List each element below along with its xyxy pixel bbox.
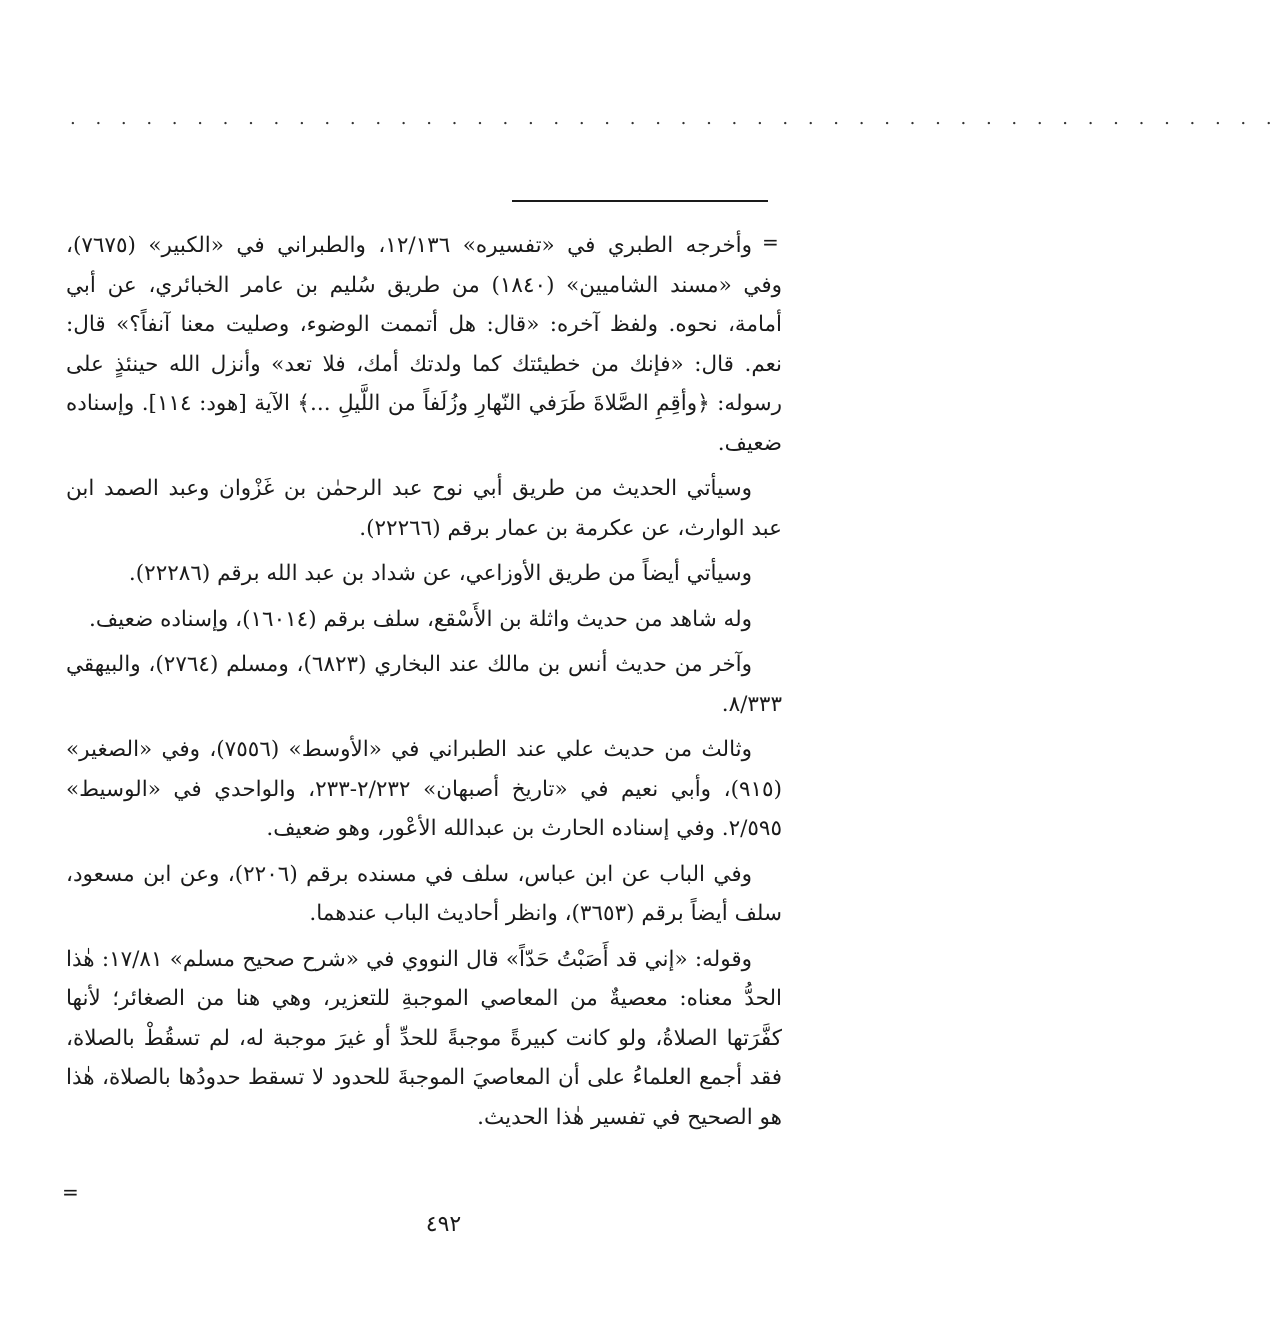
paragraph-tabarani: وأخرجه الطبري في «تفسيره» ١٢/١٣٦، والطبراني في «الكبير» (٧٦٧٥)، وفي «مسند الشاميين» (١٨٤٠) من طريق سُليم بن عامر الخبائري، عن أبي أمامة، نحوه. ولفظ آخره: «قال: هل أتممت الوضوء، وصليت معنا آنفاً؟» قال: نعم. قال: «فإنك من خطيئتك كما ولدتك أمك، فلا تعد» وأنزل الله حينئذٍ على رسوله: ﴿وأقِمِ الصَّلاةَ طَرَفي النّهارِ وزُلَفاً من اللَّيلِ ...﴾ الآية [هود: ١١٤]. وإسناده ضعيف. [66, 233, 782, 456]
paragraph-awzai: وسيأتي أيضاً من طريق الأوزاعي، عن شداد بن عبد الله برقم (٢٢٢٨٦). [128, 561, 752, 586]
continuation-mark-top: = [762, 230, 779, 254]
paragraph-ali: وثالث من حديث علي عند الطبراني في «الأوسط» (٧٥٥٦)، وفي «الصغير» (٩١٥)، وأبي نعيم في «تاريخ أصبهان» ٢/٢٣٢-٢٣٣، والواحدي في «الوسيط» ٢/٥٩٥. وفي إسناده الحارث بن عبدالله الأعْور، وهو ضعيف. [66, 737, 782, 841]
footnote-text [66, 226, 782, 1143]
paragraph-nawawi: وقوله: «إني قد أَصَبْتُ حَدّاً» قال النووي في «شرح صحيح مسلم» ١٧/٨١: هٰذا الحدُّ معناه: معصيةٌ من المعاصي الموجبةِ للتعزير، وهي هنا من الصغائر؛ لأنها كفَّرَتها الصلاةُ، ولو كانت كبيرةً موجبةً للحدِّ أو غيرَ موجبة له، لم تسقُطْ بالصلاة، فقد أجمع العلماءُ على أن المعاصيَ الموجبةَ للحدود لا تسقط حدودُها بالصلاة، هٰذا هو الصحيح في تفسير هٰذا الحديث. [66, 946, 782, 1130]
continuation-mark-bottom: = [62, 1180, 79, 1204]
paragraph-anas: وآخر من حديث أنس بن مالك عند البخاري (٦٨٢٣)، ومسلم (٢٧٦٤)، والبيهقي ٨/٣٣٣. [66, 652, 782, 717]
footnote-rule [512, 200, 768, 202]
page-number: ٤٩٢ [425, 1212, 462, 1237]
paragraph-ibn-abbas: وفي الباب عن ابن عباس، سلف في مسنده برقم (٢٢٠٦)، وعن ابن مسعود، سلف أيضاً برقم (٣٦٥٣)، وانظر أحاديث الباب عندهما. [66, 861, 782, 926]
separator-dots: . . . . . . . . . . . . . . . . . . . . . . . . . . . . . . . . . . . . . . . . . . . . . . . . [70, 108, 1279, 129]
paragraph-abu-nuh: وسيأتي الحديث من طريق أبي نوح عبد الرحمٰن بن غَزْوان وعبد الصمد ابن عبد الوارث، عن عكرمة بن عمار برقم (٢٢٢٦٦). [66, 476, 782, 541]
paragraph-wathila: وله شاهد من حديث واثلة بن الأَسْقع، سلف برقم (١٦٠١٤)، وإسناده ضعيف. [89, 606, 752, 632]
